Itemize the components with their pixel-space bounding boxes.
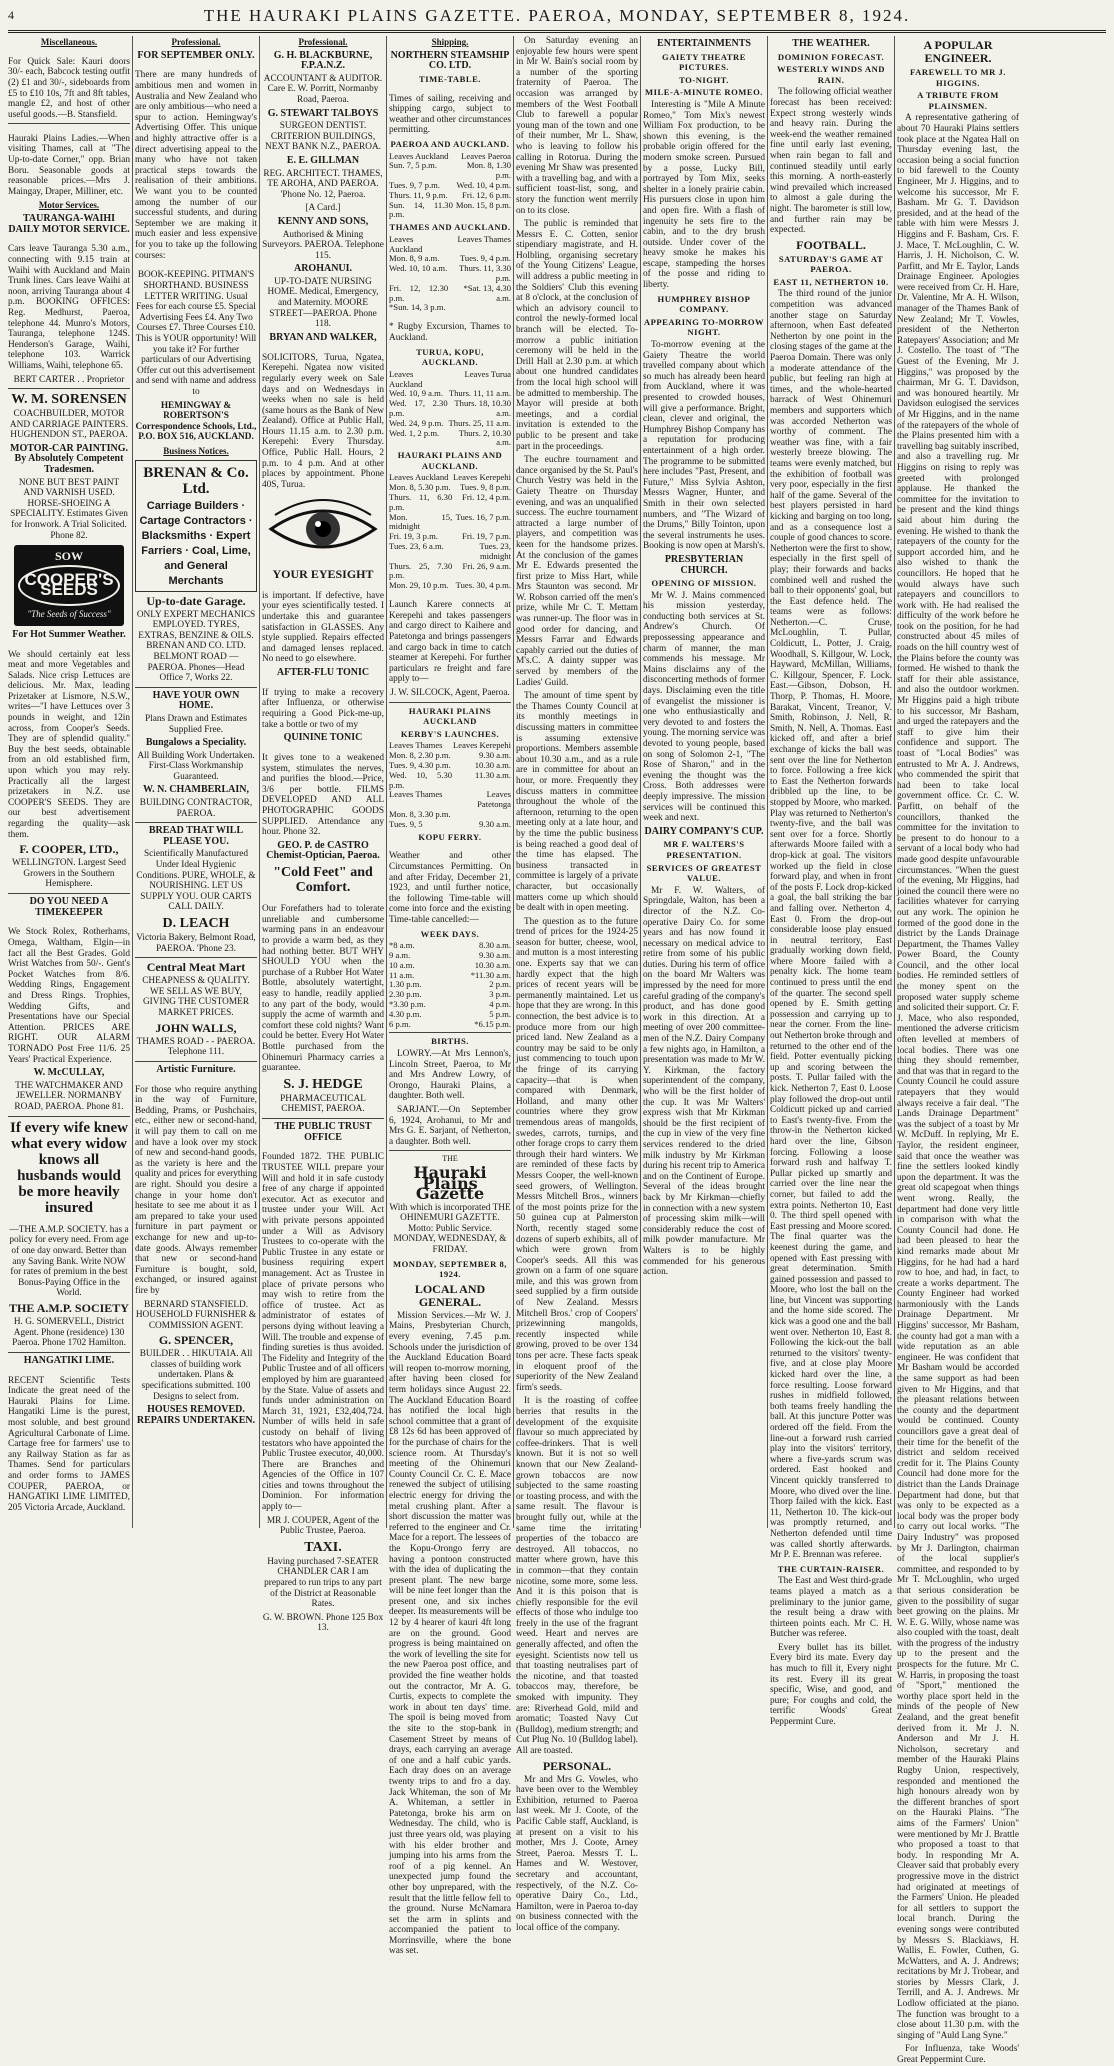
football-score: EAST 11, NETHERTON 10. — [773, 276, 889, 287]
gillman-heading: E. E. GILLMAN — [286, 154, 360, 166]
quinine-heading: QUININE TONIC — [283, 732, 363, 744]
public-trust-text: Founded 1872. THE PUBLIC TRUSTEE WILL prepare your Will and hold it in safe custody free of any charge if appointed executor. Act as executor and trustee under your Will. Act with private persons appointed under a Will as Advisory Trustees to co-operate with the Public Trustee in any estate or business requiring expert management. Act as Trustee in place of private persons who may wish to retire from the office of trustee. Act as administrator of estates of persons dying without leaving a Will. The trouble and expense of finding sureties is thus avoided. The Fidelity and Integrity of the Public Trustee and of all officers employed by him are guaranteed by the State. Value of assets and funds under administration on March 31, 1921, £32,404,724. Number of wills held in safe custody on behalf of living testators who have appointed the Public Trustee executor, 40,000. There are Branches and Agencies of the Office in 107 cities and towns throughout the Dominion. For information apply to— — [262, 1152, 384, 1513]
divider — [135, 957, 257, 958]
kopu-ferry-table — [389, 941, 511, 1029]
table-cell: Tues. 30, 4 p.m. — [455, 580, 511, 591]
talboys-text: SURGEON DENTIST. CRITERION BUILDINGS, NEXT BANK N.Z., PAEROA. — [265, 121, 381, 153]
curtain-raiser-heading: THE CURTAIN-RAISER. — [777, 1563, 885, 1574]
brenan-heading: BRENAN & Co. Ltd. — [143, 464, 249, 497]
table-cell: Leaves Kerepehi — [453, 472, 511, 483]
weather-subheading-2: WESTERLY WINDS AND RAIN. — [776, 64, 886, 85]
table-cell: *6.15 p.m. — [474, 1018, 511, 1029]
table-cell: Leaves Thames — [389, 740, 443, 751]
turua-kopu-table — [389, 370, 511, 448]
seed-text: We should certainly eat less meat and more Vegetables and Salads. Nice crisp Lettuces are delicious. Mr. Max, leading Prizetaker at Lismore, N.S.W., writes—"I have Lettuces over 3 pounds in weight, and 12in across, from Cooper's Seeds. They are of splendid quality." Buy the best seeds, obtainable from an old established firm, upon which you may rely. Practically all the largest prizetakers in N.Z. use COOPER'S SEEDS. They are our best advertisement regarding the quality—ask them. — [8, 649, 130, 840]
dairy-cup-subheading-2: SERVICES OF GREATEST VALUE. — [646, 862, 762, 884]
public-trust-heading: THE PUBLIC TRUST OFFICE — [274, 1120, 372, 1143]
news-paragraph: On Saturday evening an enjoyable few hours were spent in Mr W. Bain's social room by a number of the sporting fraternity of Paeroa. The occasion was arranged by members of the West Football Club to farewell a popular young man of the town and one of their number, Mr L. Shaw, who is leaving to follow his calling in Rotorua. During the evening Mr Shaw was presented with a travelling bag, and with a sufficient toast-list, song, and story the function went merrily on to its close. — [516, 36, 638, 216]
taxi-heading: TAXI. — [304, 1539, 342, 1555]
table-cell: Thurs. 11, 3.30 p.m. — [459, 263, 511, 283]
bryan-walker-text: SOLICITORS, Turua, Ngatea, Kerepehi. Ngatea now visited regularly every week on Sale days and on Wednesdays in weeks when no sale is held (same hours as the Bank of New Zealand). Office at Public Hall, Hours 11.15 a.m. to 2.30 p.m. Kerepehi: Every Thursday. Office, Public Hall. Hours, 2 p.m. to 4 p.m. And at other places by appointment. Phone 40S, Turua. — [262, 352, 384, 490]
table-row — [389, 235, 511, 255]
home-text: Plans Drawn and Estimates Supplied Free. — [145, 713, 247, 735]
table-cell: *Sun. 14, 3 p.m. — [389, 302, 446, 313]
table-row — [389, 201, 511, 221]
kerby-heading: KERBY'S LAUNCHES. — [400, 728, 500, 739]
week-days-heading: WEEK DAYS. — [420, 928, 480, 939]
table-row — [389, 562, 511, 582]
table-row — [389, 161, 511, 181]
table-cell: Tues. 23, midnight — [479, 541, 511, 561]
table-cell: 5 p.m. — [489, 1008, 511, 1019]
table-cell: Tues. 23, 6 a.m. — [389, 541, 444, 551]
local-general-heading: LOCAL AND GENERAL. — [414, 1281, 486, 1309]
taxi-text: Having purchased 7-SEATER CHANDLER CAR I am prepared to run trips to any part of the District at Reasonable Rates. — [264, 1556, 382, 1610]
table-cell: Wed. 10, 5.30 p.m. — [389, 769, 453, 790]
table-cell: Thurs. 25, 7.30 p.m. — [389, 560, 453, 581]
amp-text: —THE A.M.P. SOCIETY. has a policy for every need. From age of one day onward. Better than any Saving Bank. Write NOW for rates of premium in the best Bonus-Paying Office in the World. — [9, 1224, 129, 1299]
quinine-text: It gives tone to a weakened system, stimulates the nerves, and purifies the blood.—Price, 3/6 per bottle. FILMS DEVELOPED AND ALL PHOTOGRAPHIC GOODS SUPPLIED. Attendance any hour. Phone 32. — [262, 753, 384, 838]
table-cell: Leaves Turua — [464, 368, 511, 379]
table-cell: Fri. 12, 12.30 p.m. — [389, 282, 449, 303]
table-cell: Leaves Auckland — [389, 233, 423, 254]
engineer-text: A representative gathering of about 70 Hauraki Plains settlers took place at the Ngatea Hall on Thursday evening last, the occasion being a social function to bid farewell to the County Engineer, Mr J. Higgins, and to welcome his successor, Mr F. Basham. Mr G. T. Davidson presided, and at the head of the table with him were Messrs J. Higgins and F. Basham, Crs. F. J. Mace, T. McLoughlin, C. W. Harris, J. H. Nicholson, C. W. Parfitt, and Mr E. Taylor, Lands Drainage Engineer. Apologies were received from Cr. H. Hare, Dr. Valentine, Mr A. H. Wilson, manager of the Thames Bank of New Zealand; Mr T. Vowles, president of the Netherton Ratepayers' Association; and Mr J. Costello. The toast of "The Guest of the Evening, Mr J. Higgins," was proposed by the chairman, Mr G. T. Davidson, and was honoured heartily. Mr Davidson eulogised the services of Mr Higgins, and in the name of the ratepayers of the whole of the Plains presented him with a travelling bag suitably inscribed, and also a travelling rug. Mr Higgins on rising to reply was greeted with prolonged applause. He thanked the committee for the invitation to be present and the kind things said about him during the evening. He wished to thank the ratepayers of the county for the support accorded him, and he also wished to thank the councillors. He hoped that he would always have such ratepayers and councillors to work with. He had realised the difficulty of the work before he took on the position, for he had constructed about 45 miles of roads on the hill country west of the Plains before the county was formed. He wished to thank the staff for their able assistance, and also the outdoor workmen. Mr Higgins paid a high tribute to his successor, Mr Basham, and urged the ratepayers and the staff to give him their confidence and support. The toast of "Local Bodies" was entrusted to Mr A. J. Andrews, who commended the spirit that had been to take local government office. Cr. C. W. Parfitt, on behalf of the councillors, thanked the committee for the invitation to be present to do honour to a servant of a local body who had made good despite unfavourable circumstances. "When the guest of the evening, Mr Higgins, had joined the council there were no facilities whatever for carrying out any work. The opinion he formed of the good done in the district by the Lands Drainage Department, the Thames Valley Power Board, the County Council, and the other local bodies. He reminded settlers of the money spent on the proposed water supply scheme and solicited their support. Cr. F. J. Mace, who also responded, mentioned the adverse criticism often levelled at members of local bodies. There was one thing they should remember, and that was that in regard to the County Council he could assure ratepayers that they would always receive a fair deal. "The Lands Drainage Department" was the subject of a toast by Mr W. McDuff. In replying, Mr E. Taylor, the resident engineer, said that once the weather was fine the settlers looked kindly upon the department. It was the great old scapegoat when things went wrong. Really, the department had done very little in comparison with what the County Council had done. He had been pleased to hear the kind remarks made about Mr Higgins, for he had had a hard row to hoe, and had, in fact, to create a works department. The County Engineer had worked harmoniously with the Lands Drainage Department. Mr Higgins' successor, Mr Basham, the county had got a man with a wide reputation as an able engineer. He was confident that Mr Basham would be accorded the same support as had been given to Mr Higgins, and that the pleasant relations between the county and the department would be continued. County councillors gave a great deal of their time for the benefit of the district and seldom received credit for it. The Plains County Council had done more for the district than the Lands Drainage Department had done, but that was only to be expected as a local body was the proper body to carry out local works. "The Dairy Industry" was proposed by Mr J. Darlington, chairman of the local supplier's committee, and responded to by Mr T. McLoughlin, who urged that serious consideration be given to the possibility of sugar beet growing on the plains. Mr W. E. G. Willy, whose name was also coupled with the toast, dealt with the progress of the industry up to the present and the prospects for the future. Mr C. W. Harris, in proposing the toast of "Sport," mentioned the worthy place sport held in the minds of the people of New Zealand, and the great benefit derived from it. Mr J. N. Anderson and Mr J. H. Nicholson, secretary and member of the Hauraki Plains Rugby Union, respectively, responded and mentioned the high honours already won by the different branches of sport on the Hauraki Plains. "The aims of the Farmers' Union" were mentioned by Mr J. Brattle who proposed a toast to that body. In responding Mr A. Cleaver said that probably every progressive move in the district had originated at meetings of the Farmers' Union. He pleaded for all settlers to support the local branch. During the evening songs were contributed by Messrs S. Blackiaws, H. Wallis, E. Fowler, Cuthen, G. McWatters, and A. J. Andrews; recitations by Mr J. Trobear, and stories by Messrs Clark, J. Terrill, and A. J. Andrews. Mr Lodlow officiated at the piano. The function was brought to a close about 11.30 p.m. with the singing of "Auld Lang Syne." — [897, 113, 1019, 2041]
table-row — [389, 493, 511, 513]
table-cell: Mon. 8, 5.30 p.m. — [389, 482, 451, 493]
sorensen-extra: NONE BUT BEST PAINT AND VARNISH USED. HORSE-SHOEING A SPECIALITY. Estimates Given for Ironwork. A Trial Solicited. Phone 82. — [10, 477, 128, 541]
table-row — [389, 370, 511, 390]
divider — [135, 687, 257, 688]
table-cell: Thurs. 11, 9 p.m. — [389, 189, 448, 200]
section-miscellaneous: Miscellaneous. — [40, 37, 98, 47]
table-cell: Wed. 10, 9 a.m. — [389, 388, 443, 399]
northern-steamship-heading: NORTHERN STEAMSHIP CO. LTD. — [390, 49, 510, 72]
september-text: There are many hundreds of ambitious men and women in Australia and New Zealand who are only ambitious—who need a spur to action. Hemingway's Advertising Offer. This unique and highly attractive offer is a direct advertising appeal to the many who have not taken practical steps towards the realisation of their ambitions. We want you to be counted among the number of our successful students, and during September we are making it much easier and less expensive for you to take up the following courses: — [135, 70, 257, 261]
table-cell: 6 p.m. — [389, 1018, 411, 1029]
meat-text: CHEAPNESS & QUALITY. WE SELL AS WE BUY, GIVING THE CUSTOMER MARKET PRICES. — [142, 976, 250, 1018]
thames-note: * Rugby Excursion, Thames to Auckland. — [389, 322, 511, 344]
table-cell: *3.30 p.m. — [389, 999, 426, 1009]
masthead — [8, 6, 1106, 33]
garage-text: ONLY EXPERT MECHANICS EMPLOYED. TYRES, EXTRAS, BENZINE & OILS. BRENAN AND CO. LTD. BELMONT ROAD — PAEROA. Phones—Head Office 7, Works 22. — [136, 609, 256, 684]
bread-text: Scientifically Manufactured Under Ideal Hygienic Conditions. PURE, WHOLE, & NOURISHING. LET US SUPPLY YOU. OUR CARTS CALL DAILY. — [136, 849, 256, 913]
cooper-text: WELLINGTON. Largest Seed Growers in the Southern Hemisphere. — [11, 858, 127, 890]
divider — [389, 1032, 511, 1033]
kopu-ferry-heading: KOPU FERRY. — [418, 831, 482, 842]
personal-text: Mr and Mrs G. Vowles, who have been over to the Wembley Exhibition, returned to Paeroa last week. Mr J. Coote, of the Pacific Cable staff, Auckland, is at present on a visit to his mother, Mrs J. Coote, Arney Street, Paeroa. Messrs T. L. Hames and W. Westover, secretary and accountant, respectively, of the N.Z. Co-operative Dairy Co., Ltd., Hamilton, were in Paeroa to-day on business connected with the local office of the company. — [516, 1774, 638, 1933]
divider — [8, 1352, 130, 1353]
flu-heading: AFTER-FLU TONIC — [276, 666, 370, 678]
engineer-heading: A POPULAR ENGINEER. — [923, 38, 993, 65]
eyesight-heading: YOUR EYESIGHT — [272, 567, 374, 582]
column-4 — [387, 36, 514, 1957]
lime-text: RECENT Scientific Tests Indicate the great need of the Hauraki Plains for Lime. Hangatiki Lime is the purest, most soluble, and best ground Agricultural Carbonate of Lime. Cartage free for farmers' use to any Railway Station as far as Thames. Send for particulars and order forms to JAMES COUPER, PAEROA, or HANGATIKI LIME LIMITED, 205 Victoria Arcade, Auckland. — [8, 1375, 130, 1513]
gazette-subtitle: With which is incorporated THE OHINEMURI GAZETTE. Motto: Public Service. MONDAY, WEDNESDAY, & FRIDAY. — [389, 1202, 511, 1256]
dairy-cup-text: Mr F. W. Walters, of Springdale, Walton, has been a director of the N.Z. Co-operative Dairy Co. for some years and has now found it necessary on medical advice to retire from some of his public duties. During his term of office on the board Mr Walters was impressed by the need for more careful grading of the company's product, and has done good work in this direction. At a meeting of over 200 committee-men of the N.Z. Dairy Company a few nights ago, in Hamilton, a presentation was made to Mr W. Y. Kirkman, the factory superintendent of the company, who will be the first holder of the cup. It was Mr Walters' express wish that Mr Kirkman should be the first recipient of the cup in view of the very fine services rendered to the dried milk industry by Mr Kirkman during his recent trip to America and on the Continent of Europe. Several of the ideas brought back by Mr Kirkman—chiefly in connection with a new system of processing skim milk—will considerably reduce the cost of milk powder manufacture. Mr Walters is to be highly commended for his generous action. — [643, 885, 765, 1278]
cold-feet-text: Our Forefathers had to tolerate unreliable and cumbersome warming pans in an endeavour to provide a warm bed, as they had nothing better. BUT WHY SHOULD YOU when the purchase of a Rubber Hot Water Bottle, absolutely watertight, easy to handle, readily applied to any part of the body, would supply the acme of warmth and comfort these cold nights? Want could be better. Every Hot Water Bottle purchased from the Ohinemuri Pharmacy carries a guarantee. — [262, 904, 384, 1074]
news-paragraph: The euchre tournament and dance organised by the St. Paul's Church Vestry was held in the Gaiety Theatre on Thursday evening, and was an unqualified success. The euchre tournament attracted a large number of players, and competition was keen for the handsome prizes. At the conclusion of the games Mr E. Edwards presented the first prize to Miss Hart, while Mrs Staunton was second. Mr W. Robson carried off the men's prize, while Mr C. T. Mettam was runner-up. The floor was in good order for dancing, and Messrs Farrar and Edwards capably carried out the duties of M's.C. A dainty supper was served by members of the Ladies' Guild. — [516, 455, 638, 688]
amp2-text: H. G. SOMERVELL, District Agent. Phone (residence) 130 Paeroa. Phone 1702 Hamilton. — [12, 1317, 126, 1349]
hemingway-address: HEMINGWAY & ROBERTSON'S Correspondence Schools, Ltd., P.O. BOX 516, AUCKLAND. — [135, 400, 257, 443]
table-row — [389, 303, 511, 313]
film-title: MILE-A-MINUTE ROMEO. — [645, 87, 763, 98]
leach-text: Victoria Bakery, Belmont Road, PAEROA. 'Phone 23. — [136, 933, 256, 954]
divider — [8, 123, 130, 124]
engineer-subheading: FAREWELL TO MR J. HIGGINS. — [910, 67, 1006, 88]
dairy-cup-subheading: MR F. WALTERS'S PRESENTATION. — [663, 839, 745, 860]
arohanui-heading: AROHANUI. — [293, 263, 353, 275]
divider — [8, 388, 130, 389]
football-subheading: SATURDAY'S GAME AT PAEROA. — [778, 253, 884, 275]
table-cell: *11.30 a.m. — [470, 969, 511, 980]
divider — [135, 822, 257, 823]
home-heading: HAVE YOUR OWN HOME. — [152, 689, 240, 712]
bread-heading: BREAD THAT WILL PLEASE YOU. — [148, 825, 244, 847]
eye-illustration-icon — [264, 494, 382, 564]
local-general-text: Mission Services.—Mr W. J. Mains, Presbyterian Church, every evening, 7.45 p.m. Schools under the jurisdiction of the Auckland Education Board will reopen to-morrow morning, after having been closed for term holidays since August 22. The Auckland Education Board has notified the local high school committee that a grant of £8 12s 6d has been approved of for the purchase of chairs for the science room. At Thursday's meeting of the Ohinemuri County Council Cr. C. E. Mace renewed the subject of utilising electric energy for driving the metal crushing plant. After a short discussion the matter was referred to the engineer and Cr. Mace for a report. The lessees of the Kopu-Orongo ferry are having a pontoon constructed with the idea of duplicating the present plant. The new barge will be nine feet longer than the present one, and six inches deeper. Its measurements will be 12 by 4 hearer of kauri 4ft long are on the ground. Good progress is being maintained on the work of levelling the site for the new Paeroa post office, and provided the fine weather holds out the contractor, Mr A. G. Curtis, expects to complete the work in about ten days' time. The spoil is being moved from the site to the stop-bank in Casement Street by means of drays, each carrying an average of one and a half cubic yards. Each dray does on an average twenty trips to and fro a day. Jack Whiteman, the son of Mr A. Whiteman, a settler in Patetonga, broke his arm on Wednesday. The child, who is just three years old, was playing with his elder brother and jumping into his arms from the roof of a pig kennel. An unexpected jump found the other boy unprepared, with the result that the little fellow fell to the ground. Nurse McNamara set the arm in splints and accompanied the patient to Morrinsville, where the bone was set. — [389, 1310, 511, 1957]
table-row — [389, 1020, 511, 1030]
table-cell: Wed. 10, 4 p.m. — [456, 180, 511, 191]
divider — [8, 893, 130, 894]
brenan-lines: Carriage Builders · Cartage Contractors · Blacksmiths · Expert Farriers · Coal, Lime, and General Merchants — [139, 499, 253, 587]
table-row — [389, 820, 511, 830]
table-cell: Sun. 7, 5 p.m. — [389, 160, 437, 171]
houses-removed: HOUSES REMOVED. REPAIRS UNDERTAKEN. — [136, 1404, 256, 1426]
weather-heading: THE WEATHER. — [792, 38, 870, 49]
table-cell: Leaves Auckland — [389, 150, 449, 161]
table-cell: Thurs. 11, 6.30 p.m. — [389, 492, 453, 512]
humphrey-subheading: APPEARING TO-MORROW NIGHT. — [643, 316, 765, 338]
table-cell: Mon. 8, 2.30 p.m. — [389, 750, 451, 761]
divider — [389, 1150, 511, 1151]
walls-text: THAMES ROAD - - PAEROA. Telephone 111. — [136, 1036, 256, 1058]
table-cell: Mon. 8, 9 a.m. — [389, 253, 440, 264]
seed-brand: COOPER'S SEEDS — [18, 565, 120, 606]
table-cell: Thurs. 2, 10.30 a.m. — [458, 427, 511, 448]
table-cell: Leaves Thames — [389, 789, 443, 800]
personal-heading: PERSONAL. — [542, 1758, 612, 1773]
turua-kopu-heading: TURUA, KOPU, AUCKLAND. — [416, 346, 484, 368]
september-heading: FOR SEPTEMBER ONLY. — [137, 49, 255, 61]
news-paragraph: The public is reminded that Messrs E. C. Cotten, senior stipendiary magistrate, and H. Holbling, organising secretary of the Young Citizens' League, will address a public meeting in the Soldiers' Club this evening at 8 o'clock, at the conclusion of which an advisory council to control the newly-formed local branch will be elected. To-morrow a public initiation ceremony will be held in the Drill Hall at 2.30 p.m. at which about one hundred candidates from the local high school will be admitted to membership. The Mayor will preside at both meetings, and a cordial invitation is extended to the public to be present and take part in the proceedings. — [516, 219, 638, 452]
bungalows-heading: Bungalows a Speciality. — [145, 737, 247, 749]
entertainments-heading: ENTERTAINMENTS — [657, 38, 751, 49]
de-castro: GEO. P. de CASTRO Chemist-Optician, Paeroa. — [266, 839, 380, 862]
table-cell: Mon. 29, 10 p.m. — [389, 580, 449, 591]
table-cell: 11.30 a.m. — [475, 769, 511, 780]
hauraki-plains-heading: HAURAKI PLAINS AUCKLAND — [408, 705, 492, 727]
kopu-ferry-text: Weather and other Circumstances Permitting. On and after Friday, December 21, 1923, and until further notice, the following Time-table will come into force and the existing Time-table cancelled:— — [389, 851, 511, 926]
gazette-the: THE — [442, 1154, 458, 1164]
dairy-cup-heading: DAIRY COMPANY'S CUP. — [644, 825, 764, 837]
table-cell: Wed. 10, 10 a.m. — [389, 263, 448, 274]
thames-auckland-table — [389, 235, 511, 313]
hedge-text: PHARMACEUTICAL CHEMIST, PAEROA. — [280, 1093, 366, 1115]
column-1 — [6, 36, 133, 1528]
section-business: Business Notices. — [163, 445, 229, 456]
motor-proprietor: BERT CARTER . . Proprietor — [13, 374, 125, 385]
eyesight-text: is important. If defective, have your eyes scientifically tested. I undertake this and guarantee satisfaction in GLASSES. Any style supplied. Repairs effected and damaged lenses replaced. No need to go elsewhere. — [262, 590, 384, 665]
table-cell: Tues. 9, 4 p.m. — [459, 253, 511, 264]
arohanui-text: UP-TO-DATE NURSING HOME. Medical, Emergency, and Maternity. MOORE STREET—PAEROA. Phone 118. — [267, 276, 379, 330]
divider — [135, 1061, 257, 1062]
watch-text: We Stock Rolex, Rotherhams, Omega, Waltham, Elgin—in fact all the Best Grades. Gold Wrist Watches from 50/-. Gent's Pocket Watches from 8/6. Wedding Rings, Engagement and Dress Rings. Trophies, Wedding Gifts, and Presentations have our Special Attention. PRICES ARE RIGHT. OUR ALARM TORNADO Post Free 11/6. 25 Years' Practical Experience. — [8, 927, 130, 1065]
blackburne-heading: G. H. BLACKBURNE, F.P.A.N.Z. — [273, 49, 373, 72]
weather-text: The following official weather forecast has been received: Expect strong westerly winds and heavy rain. During the week-end the weather remained fine until early last evening, when rain began to fall and continued steadily until early this morning. A north-easterly wind prevailed which increased to almost a gale during the night. The barometer is still low, and further rain may be expected. — [770, 87, 892, 236]
newspaper-page — [6, 36, 1108, 2066]
hauraki-text: Launch Karere connects at Kerepehi and takes passengers and cargo direct to Kaihere and Patetonga and brings passengers and cargo back in time to catch steamer at Kerepehi. For further particulars re freight and fare apply to— — [389, 600, 511, 685]
engineer-subheading-2: A TRIBUTE FROM PLAINSMEN. — [917, 90, 999, 111]
table-cell: Fri. 12, 4 p.m. — [462, 492, 511, 503]
divider — [262, 1118, 384, 1119]
birth-notice: LOWRY.—At Mrs Lennon's, Lincoln Street, Paeroa, to Mr and Mrs Andrew Lowry, of Orongo, Hauraki Plains, a daughter. Both well. — [389, 1048, 511, 1102]
table-cell: Thurs. 11, 11 a.m. — [448, 388, 511, 399]
seed-heading: For Hot Summer Weather. — [12, 628, 126, 640]
coopers-seeds-logo — [14, 545, 124, 625]
bungalows-text: All Building Work Undertaken. First-Class Workmanship Guaranteed. — [137, 750, 255, 782]
table-cell: Wed. 17, 2.30 p.m. — [389, 398, 448, 419]
news-paragraph: The amount of time spent by the Thames County Council at its monthly meetings in discussing matters in committee is assuming extensive proportions. Members assemble about 10.30 a.m., and as a rule are in committee for about an hour, or more. Frequently they discuss matters in committee throughout the whole of the afternoon, returning to the open meeting only at a late hour, and by the time the public business is being reached a good deal of the time has elapsed. The business transacted in committee is largely of a private character, but occasionally matters come up which should be dealt with in open meeting. — [516, 691, 638, 914]
chamberlain-text: BUILDING CONTRACTOR, PAEROA. — [139, 798, 253, 819]
timetable-text: Times of sailing, receiving and shipping cargo, subject to weather and other circumstances permitting. — [389, 93, 511, 136]
table-cell: Thurs. 18, 10.30 a.m. — [454, 398, 511, 419]
timetable-heading: TIME-TABLE. — [419, 73, 481, 84]
births-heading: BIRTHS. — [431, 1036, 469, 1047]
column-5 — [514, 36, 641, 1933]
table-cell: Tues. 16, 7 p.m. — [455, 511, 511, 522]
talboys-heading: G. STEWART TALBOYS — [267, 107, 379, 119]
kenny-text: Authorised & Mining Surveyors. PAEROA. Telephone 115. — [262, 229, 384, 261]
table-cell: 4.30 p.m. — [389, 1008, 422, 1019]
divider — [389, 702, 511, 703]
humphrey-text: To-morrow evening at the Gaiety Theatre the world travelled company about which so much has already been heard from Auckland, where it was presented to crowded houses, will give a performance. Bright, clean, clever and original, the Humphrey Bishop Company has a reputation for producing entertainment of a high order. The programme to be submitted here includes "Past, Present, and Future," Miss Sylvia Ashton, Messrs Wagner, Hunter, and Smith in their own selected numbers, and "The Wizard of the Drums," Billy Tointon, upon the several instruments he uses. Booking is now open at Marsh's. — [643, 340, 766, 552]
table-cell: Leaves Patetonga — [477, 789, 511, 810]
table-cell: Tues. 9, 5 — [389, 818, 423, 829]
section-professional: Professional. — [171, 37, 221, 47]
lime-heading: HANGATIKI LIME. — [23, 1354, 115, 1366]
divider — [8, 1116, 130, 1117]
gaiety-heading: GAIETY THEATRE PICTURES. — [662, 51, 746, 73]
chamberlain-heading: W. N. CHAMBERLAIN, — [142, 784, 250, 796]
table-cell: Fri. 26, 9 a.m. — [462, 560, 511, 571]
table-cell: Sun. 14, 11.30 p.m. — [389, 199, 453, 220]
table-cell: Leaves Auckland — [389, 472, 449, 483]
kenny-heading: KENNY AND SONS, — [277, 215, 369, 227]
hauraki-auckland-heading: HAURAKI PLAINS AND AUCKLAND. — [397, 450, 503, 471]
table-cell: 4 p.m. — [489, 999, 511, 1009]
table-cell: 10.30 a.m. — [474, 760, 511, 770]
curtain-raiser-text: The East and West third-grade teams played a match as a preliminary to the junior game, the result being a draw with thirteen points each. Mr C. H. Butcher was referee. — [770, 1576, 892, 1640]
table-row — [389, 542, 511, 562]
sorensen-text: COACHBUILDER, MOTOR AND CARRIAGE PAINTERS. HUGHENDON ST., PAEROA. — [9, 409, 129, 441]
table-cell: Leaves Paeroa — [461, 150, 511, 161]
table-cell: Leaves Thames — [457, 233, 511, 244]
table-cell: 10.30 a.m. — [474, 959, 511, 970]
kerby-table — [389, 741, 511, 829]
section-shipping: Shipping. — [431, 37, 469, 47]
gazette-title: Hauraki Plains Gazette — [413, 1162, 487, 1204]
walls-heading: JOHN WALLS, — [155, 1020, 237, 1035]
table-cell: Tues. 9, 7 p.m. — [389, 180, 441, 191]
table-cell: Mon. 8, 1.30 p.m. — [466, 160, 511, 181]
table-row — [389, 399, 511, 419]
table-row — [389, 771, 511, 791]
silcock-agent: J. W. SILCOCK, Agent, Paeroa. — [390, 688, 510, 699]
watch-heading: DO YOU NEED A TIMEKEEPER — [29, 895, 109, 918]
table-cell: 8.30 a.m. — [479, 940, 511, 951]
football-heading: FOOTBALL. — [796, 237, 866, 252]
cooper-heading: F. COOPER, LTD., — [19, 842, 119, 857]
cooper-agent: MR J. COUPER, Agent of the Public Trustee, Paeroa. — [266, 1515, 380, 1537]
sorensen-heading: W. M. SORENSEN — [11, 392, 127, 408]
tonight-heading: TO-NIGHT. — [679, 74, 729, 85]
table-cell: *Sat. 13, 4.30 a.m. — [463, 282, 511, 303]
amp2-heading: THE A.M.P. SOCIETY — [9, 1301, 129, 1315]
table-cell: Fri. 12, 6 p.m. — [462, 189, 511, 200]
presbyterian-text: Mr W. J. Mains commenced his mission yesterday, conducting both services at St. Andrew's Church. Of prepossessing appearance and charm of manner, the man commends his message. Mr Mains disclaims any of the disconcerting methods of former days. Disclaiming even the title of evangelist the missioner is one who enthusiastically and very devoted to and fosters the young. The morning service was devoted to young people, based on song of Solomon 2-1, "The Rose of Sharon," and in the evening the thought was the Cross. Both addresses were deeply impressive. The mission services will be continued this week and next. — [643, 590, 765, 824]
news-paragraph: The question as to the future trend of prices for the 1924-25 season for butter, cheese, wool, and mutton is a most interesting one. Experts say that we can hardly expect that the high prices of recent years will be permanently maintained. Let us hope that they are wrong. In this connection, the best advice is to produce more from our high priced land. New Zealand as a country may be said to be only just commencing to touch upon the fringe of its carrying capacity—that is when compared with Denmark, Holland, and many other countries where they grow tremendous areas of mangolds, swedes, carrots, turnips, and other forage crops to carry them through their hard winters. We are reminded of these facts by Messrs Cooper, the well-known seed growers, of Wellington. Messrs Mitchell Bros., winners of the most points prize for the 50 guinea cup at Palmerston North, recently staged some dozens of superb exhibits, all of which were grown from Cooper's seeds. All this was grown on a farm of one square mile, and this was grown from seed supplied by a firm outside of New Zealand. Messrs Mitchell Bros.' crop of Coopers' prizewinning mangolds, recently inspected while growing, proved to be over 134 tons per acre. These facts speak in eloquent proof of the superiority of the New Zealand firm's seeds. — [516, 916, 638, 1393]
brenan-ad — [135, 460, 257, 592]
table-cell: Mon. 8, 3.30 p.m. — [389, 808, 451, 819]
table-row — [389, 264, 511, 284]
hauraki-auckland-table — [389, 473, 511, 591]
mccullay-heading: W. McCULLAY, — [33, 1067, 105, 1079]
seed-tagline: "The Seeds of Success" — [27, 609, 111, 620]
column-2 — [133, 36, 260, 1528]
humphrey-heading: HUMPHREY BISHOP COMPANY. — [657, 293, 751, 315]
page-title: THE HAURAKI PLAINS GAZETTE. PAEROA, MONDAY, SEPTEMBER 8, 1924. — [203, 6, 911, 25]
column-7 — [768, 36, 895, 1728]
table-cell: Mon. 15, midnight — [389, 511, 453, 532]
table-cell: 9.30 a.m. — [479, 750, 511, 761]
table-row — [389, 581, 511, 591]
leach-heading: D. LEACH — [162, 916, 230, 931]
stansfield-text: BERNARD STANSFIELD. HOUSEHOLD FURNISHER & COMMISSION AGENT. — [135, 1299, 257, 1331]
table-row — [389, 429, 511, 449]
table-cell: 9.30 a.m. — [479, 950, 511, 961]
brown-text: G. W. BROWN. Phone 125 Box 13. — [262, 1612, 384, 1634]
garage-heading: Up-to-date Garage. — [146, 593, 246, 608]
table-cell: 2.30 p.m. — [389, 989, 422, 1000]
gazette-date: MONDAY, SEPTEMBER 8, 1924. — [393, 1258, 507, 1280]
table-cell: 3 p.m. — [489, 989, 511, 1000]
table-cell: 10 a.m. — [389, 959, 415, 970]
furniture-text: For those who require anything in the way of Furniture, Bedding, Prams, or Pushchairs, etc., either new or second-hand, it will pay them to call on me and have a look over my stock of new and second-hand goods, as the variety is here and the quality and prices for everything are right. Should you desire a change in your home don't hesitate to see me about it as I am prepared to take your used furniture in part payment or exchange for new and up-to-date goods. Always remember that new or second-hand Furniture is bought, sold, exchanged, or insured against fire by — [135, 1084, 257, 1296]
table-cell: 2 p.m. — [489, 979, 511, 990]
spencer-heading: G. SPENCER, — [158, 1333, 234, 1348]
bryan-walker-heading: BRYAN AND WALKER, — [269, 331, 377, 343]
furniture-heading: Artistic Furniture. — [156, 1063, 236, 1075]
table-cell: Tues. 9, 8 p.m. — [459, 482, 511, 493]
table-cell: Wed. 1, 2 p.m. — [389, 427, 440, 438]
news-paragraph: It is the roasting of coffee berries that results in the development of the exquisite flavour so much appreciated by coffee-drinkers. That is well known. But it is not so well known that our New Zealand-grown tobaccos are now subjected to the same roasting or toasting process, and with the same result. The flavour is brought fully out, while at the same time the irritating properties of the tobacco are destroyed. All tobaccos, no matter where grown, have this in common—that they contain nicotine, some more, some less. And it is this poison that is chiefly responsible for the evil effects of those who indulge too freely in the use of the fragrant weed. Heart and nerves are generally affected, and often the eyesight. Scientists now tell us that toasting neutralises part of the nicotine, and that toasted tobaccos may, therefore, be smoked with impunity. They are: Riverhead Gold, mild and aromatic; Toasted Navy Cut (Bulldog), medium strength; and Cut Plug No. 10 (Bulldog label). All are toasted. — [516, 1396, 638, 1756]
meat-heading: Central Meat Mart — [146, 960, 246, 975]
column-6 — [641, 36, 768, 1528]
table-cell: Leaves Auckland — [389, 368, 423, 389]
table-cell: *8 a.m. — [389, 940, 415, 951]
table-row — [389, 513, 511, 533]
paeroa-auckland-heading: PAEROA AND AUCKLAND. — [390, 139, 510, 150]
sorensen-painting: MOTOR-CAR PAINTING. By Absolutely Competent Tradesmen. — [10, 442, 128, 476]
paeroa-auckland-table — [389, 152, 511, 221]
table-row — [389, 790, 511, 810]
hedge-heading: S. J. HEDGE — [283, 1076, 363, 1092]
column-3 — [260, 36, 387, 1634]
table-cell: Thurs. 25, 11 a.m. — [448, 417, 511, 428]
presbyterian-subheading: OPENING OF MISSION. — [651, 578, 757, 589]
ad-for-sale: For Quick Sale: Kauri doors 30/- each, Babcock testing outfit (2) £1 and 30/-, sideboards from £5 to £10 10s, 7ft and 8ft tables, mangle £2, and host of other useful goods.—B. Stansfield. — [8, 56, 130, 120]
courses-text: BOOK-KEEPING. PITMAN'S SHORTHAND. BUSINESS LETTER WRITING. Usual Fees for each course £5. Special Advertising Fees £4. Any Two Courses £7. Three Courses £10. This is YOUR opportunity! Will you take it? For further particulars of our Advertising Offer cut out this advertisement and send with name and address to — [135, 270, 257, 397]
table-cell: 11 a.m. — [389, 969, 415, 980]
birth-notice: SARJANT.—On September 6, 1924, Arohanui, to Mr and Mrs G. E. Sarjant, of Netherton, a daughter. Both well. — [389, 1104, 511, 1147]
table-row — [389, 284, 511, 304]
column-8 — [895, 36, 1021, 2066]
football-text: The third round of the junior competition was advanced another stage on Saturday afternoon, when East defeated Netherton by one point in the closing stages of the game at the Paeroa Domain. There was only a moderate attendance of the public, but feeling ran high at times, and the whole-hearted barrack of West Ohinemuri members and supporters which was accorded Netherton was worthy of comment. The weather was fine, with a fair westerly breeze blowing. The teams were evenly matched, but the exhibition of football was very poor, especially in the first half of the game. Several of the best players persisted in hard kicking and barging on too long, and as a consequence lost a couple of good chances to score. Netherton were the first to show, especially in the first spell of play; their forwards and backs combined well and rushed the ball to their opponents' goal, but the East defence held. The teams were as follows: Netherton.—C. Cruse, McLoughlin, T. Pullar, Coldicutt, L. Potter, J. Craig, Woodhall, S. Killgour, W. Lock, Hayward, McMillan, Williams, C. Killgour, Spencer, F. Lock. East.—Gibson, Dobson, H. Thorp, P. Thomas, H. Moore, Barakat, Vincent, Treanor, V. Smith, Robinson, J. Nell, R. Smith, N. Nell, A. Thomas. East kicked off, and after a brief exchange of kicks the ball was sent over the line for Netherton to force. Following a free kick to East the Netherton forwards dribbled up the line, to be stopped by Moore, who marked. Play was returned to Netherton's twenty-five, and the ball was sent over for a force. Shortly afterwards Moore failed with a drop-kick at goal. The visitors worked up the field in close forward play, and when in front of the posts F. Lock drop-kicked a goal, the ball striking the bar and falling over. Netherton 4, East 0. From the drop-out considerable loose play ensued in neutral territory, East gradually working down field, where Moore failed with a penalty kick. The home team continued to press until the end of the quarter. The second spell opened by E. Smith getting possession and carrying up to near the corner. From the line-out Netherton broke through and returned to the other end of the field. Potter eventually picking up and scoring between the posts. T. Pullar failed with the kick. Netherton 7, East 0. Loose play followed the drop-out until Coldicutt picked up and carried to East's twenty-five. From the throw-in the Netherton kicked hard over the line, Gibson forcing. Following a loose forward rush and halfway T. Pullar picked up smartly and carried over the line near the corner, but failed to add the extra points. Netherton 10, East 0. The third spell opened with East pressing and Moore scored. The final quarter was the keenest during the game, and opened with East pressing with great determination. Smith gained possession and passed to Moore, who lost the ball on the line, but Vincent was supporting and the home side scored. The kick was a good one and the ball went over. Netherton 10, East 8. Following the kick-out the ball returned to the visitors' twenty-five, and at close play Moore kicked hard over the line, a force resulting. Loose forward rushes in midfield followed, both teams freely handling the ball. At this juncture Potter was ordered off the field. From the line-out a forward rush carried play into the visitors' territory, where a five-yards scrum was ordered. East hooked and Vincent quickly transferred to Moore, who dived over the line. Thorp failed with the kick. East 11, Netherton 10. The kick-out was promptly returned, and Netherton defended until time was called shortly afterwards. Mr P. E. Brennan was referee. — [770, 289, 892, 1561]
influenza-ad: For Influenza, take Woods' Great Peppermint Cure. — [897, 2044, 1019, 2066]
table-cell: Mon. 15, 8 p.m. — [455, 199, 511, 210]
page-number: 4 — [8, 8, 14, 22]
flu-text: If trying to make a recovery after Influenza, or otherwise requiring a Good Pick-me-up, take a bottle or two of my — [262, 687, 384, 730]
amp-heading: If every wife knew what every widow knows all husbands would be more heavily insured — [10, 1119, 128, 1216]
table-cell: Leaves Kerepehi — [453, 740, 511, 751]
seed-sow: SOW — [54, 549, 83, 564]
blackburne-text: ACCOUNTANT & AUDITOR. Care E. W. Porritt, Normanby Road, Paeroa. — [263, 73, 383, 105]
table-cell: 9.30 a.m. — [479, 818, 511, 829]
section-professional-2: Professional. — [298, 37, 348, 47]
thames-auckland-heading: THAMES AND AUCKLAND. — [389, 222, 511, 233]
table-cell: 9 a.m. — [389, 950, 411, 961]
motor-service-heading: TAURANGA-WAIHI DAILY MOTOR SERVICE. — [8, 212, 130, 235]
film-text: Interesting is "Mile A Minute Romeo," Tom Mix's newest William Fox production, to be shown this evening, is the probable origin offered for the modern smoke screen. Pursued by a posse, Lucky Bill, portrayed by Tom Mix, seeks shelter in a lonely prairie cabin. His pursuers close in upon him and open fire. With a flash of ingenuity he sets fire to the cabin, and to the dry brush outside. Under cover of the heavy smoke he makes his escape, stampeding the horses of the posse and riding to liberty. — [643, 99, 765, 291]
card-label: [A Card.] — [305, 203, 341, 214]
mccullay-text: THE WATCHMAKER AND JEWELLER. NORMANBY ROAD, PAEROA. Phone 81. — [14, 1080, 124, 1112]
table-cell: Tues. 9, 4.30 p.m. — [389, 760, 451, 770]
ad-hauraki-ladies: Hauraki Plains Ladies.—When visiting Thames, call at "The Up-to-date Corner," opp. Brian Boru. Seasonable goods at reasonable prices.—Mrs J. Maingay, Draper, Milliner, etc. — [8, 133, 130, 197]
peppermint-verse: Every bullet has its billet. Every bird its mate. Every day has much to fill it, Every night its rest. Every ill its great specific, Wise, and good, and pure; For coughs and cold, the terrific Woods' Great Peppermint Cure. — [770, 1642, 892, 1728]
presbyterian-heading: PRESBYTERIAN CHURCH. — [664, 553, 744, 576]
table-cell: Fri. 19, 7 p.m. — [462, 531, 511, 542]
table-cell: Wed. 24, 9 p.m. — [389, 417, 444, 428]
section-motor-services: Motor Services. — [38, 200, 100, 211]
weather-subheading: DOMINION FORECAST. — [777, 51, 885, 62]
table-cell: Fri. 19, 3 p.m. — [389, 531, 438, 542]
spencer-text: BUILDER . . HIKUTAIA. All classes of building work undertaken. Plans & specifications submitted. 100 Designs to select from. — [139, 1349, 253, 1402]
motor-service-text: Cars leave Tauranga 5.30 a.m., connecting with 9.15 train at Waihi with Auckland and Main Trunk lines. Cars leave Waihi at noon, arriving Tauranga about 4 p.m. BOOKING OFFICES: Reg. Medhurst, Paeroa, telephone 44. Munro's Motors, Tauranga, telephone 124S. Henderson's Garage, Waihi, telephone 103. Warrick Williams, Waihi, telephone 65. — [8, 244, 130, 371]
table-cell: 1.30 p.m. — [389, 979, 422, 990]
gillman-text: REG. ARCHITECT. THAMES, TE AROHA, AND PAEROA. 'Phone No. 12, Paeroa. — [263, 168, 383, 200]
table-cell — [448, 303, 511, 313]
cold-feet-heading: "Cold Feet" and Comfort. — [273, 865, 373, 895]
